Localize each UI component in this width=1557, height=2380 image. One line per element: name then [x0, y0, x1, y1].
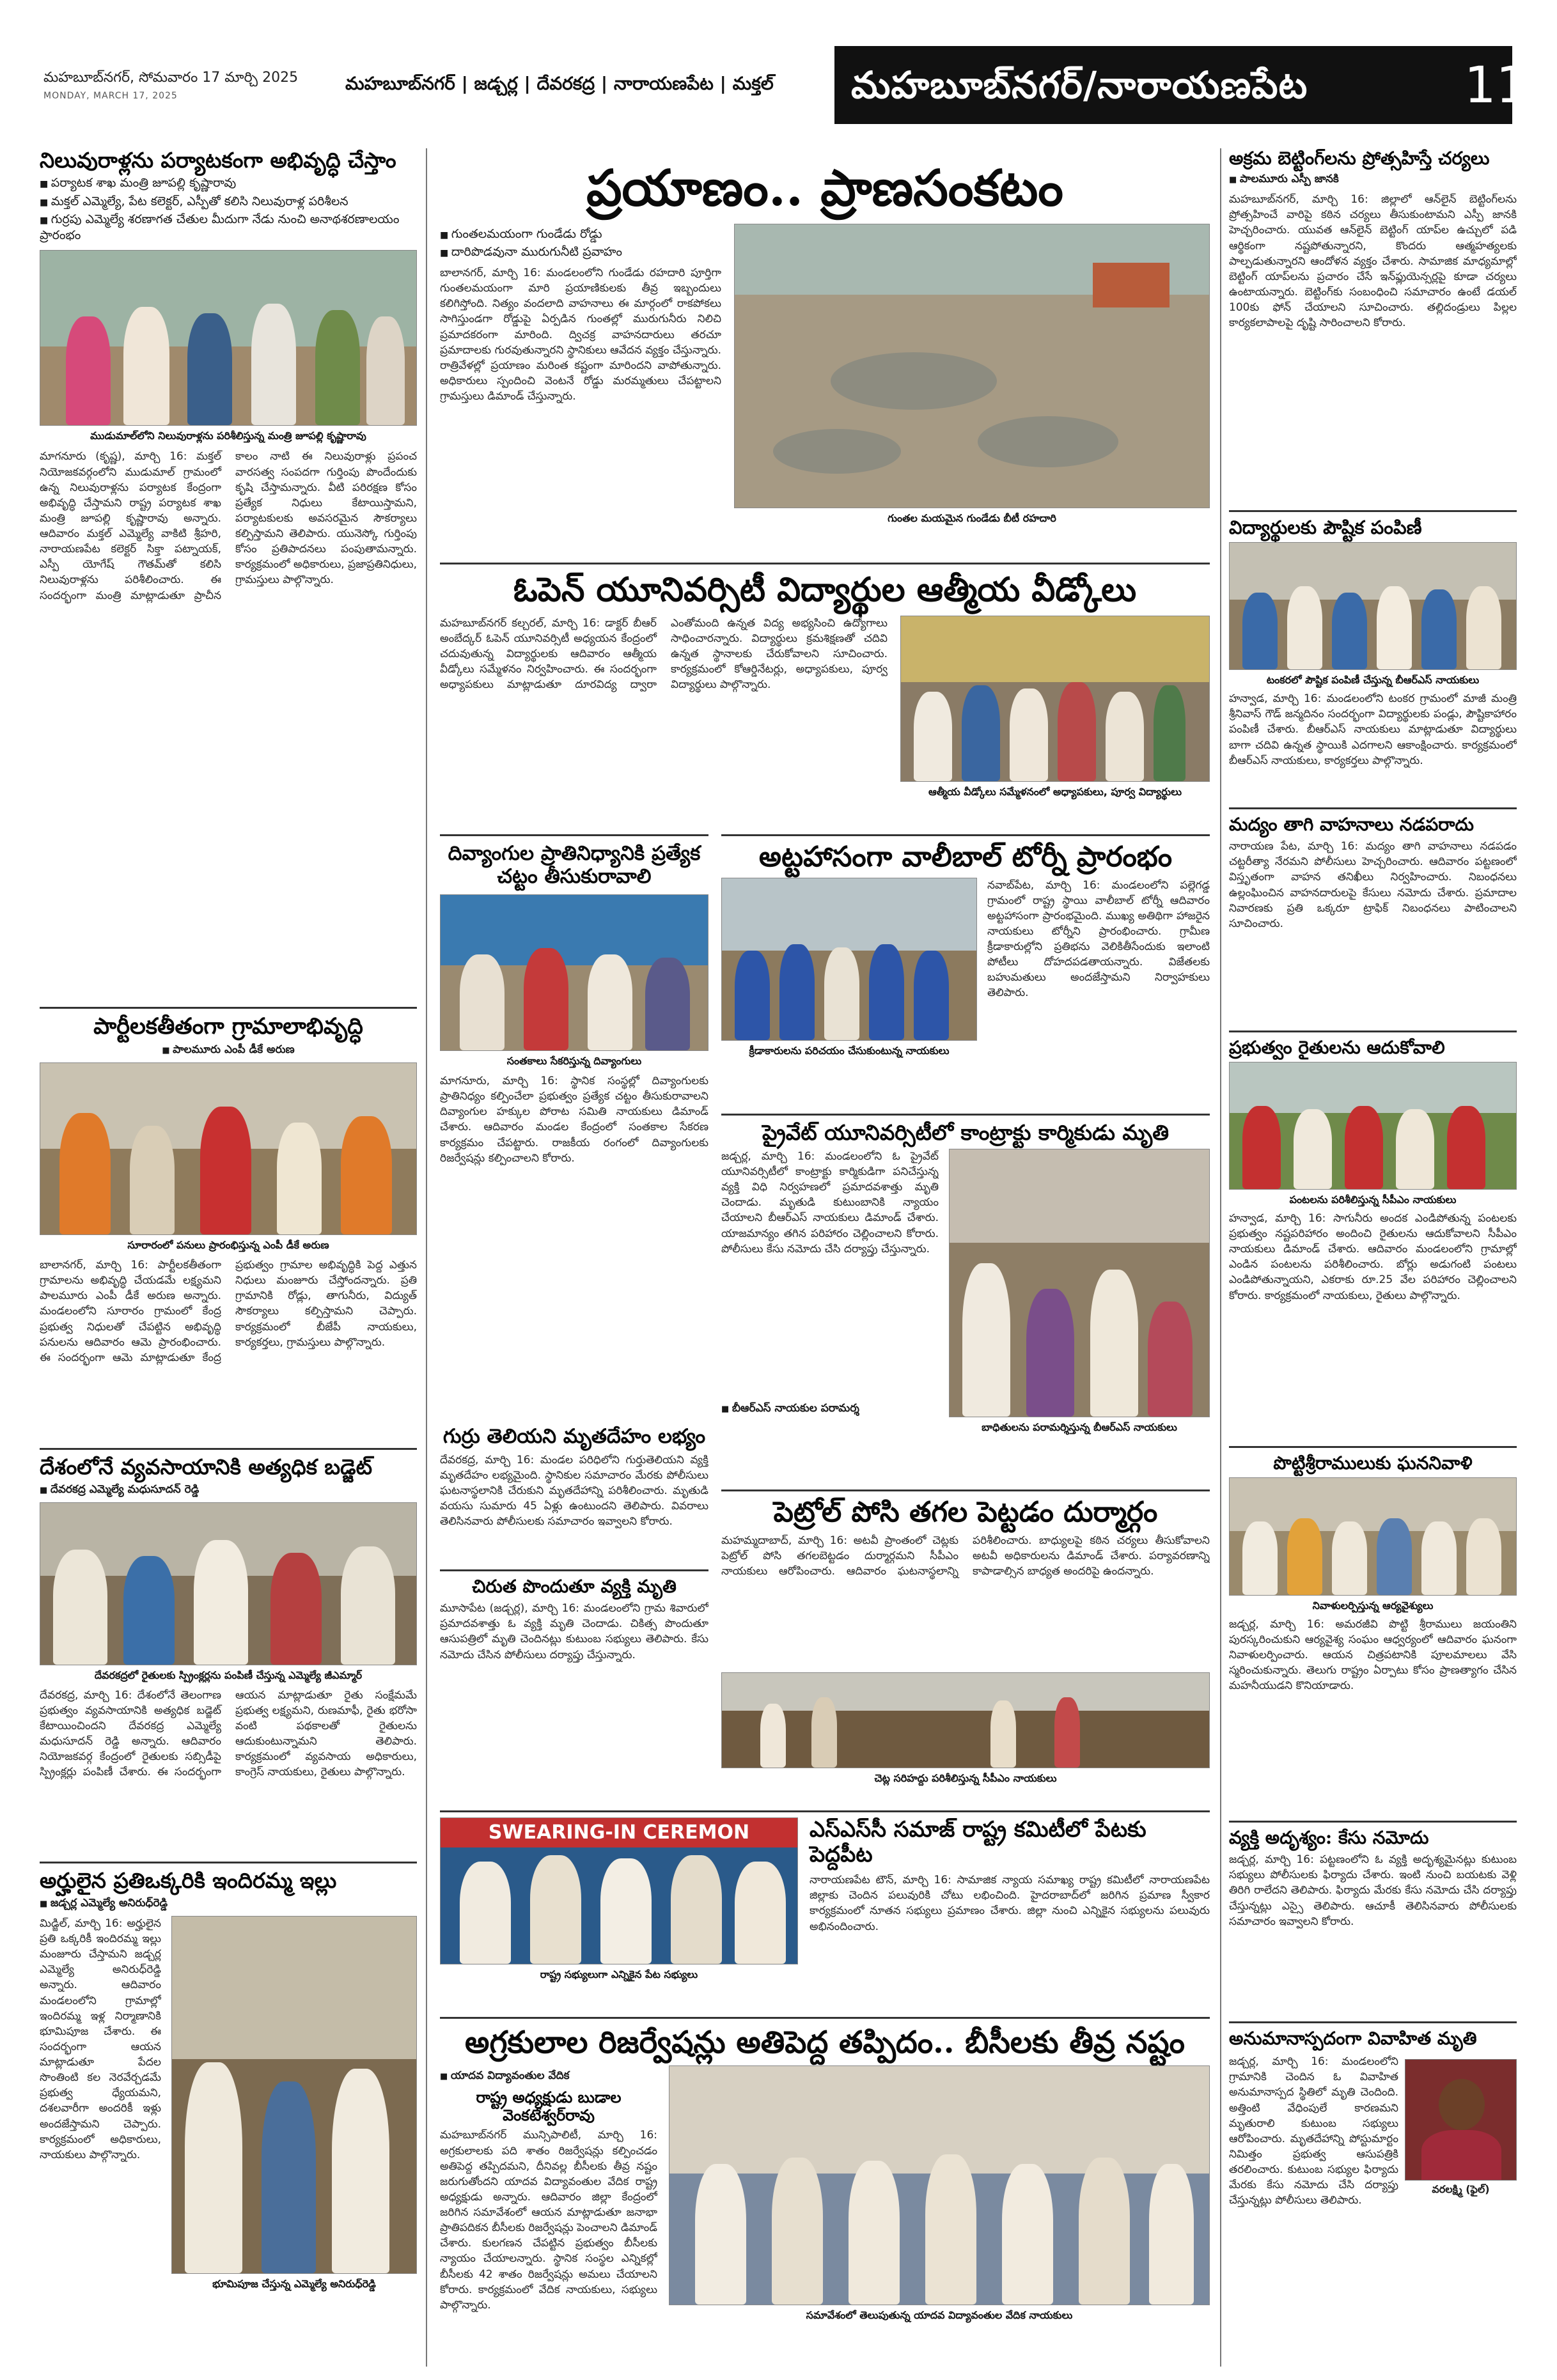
banner-text: SWEARING-IN CEREMON: [441, 1818, 797, 1847]
article-body: నారాయణపేట టౌన్, మార్చి 16: సామాజిక న్యాయ సమాఖ్య రాష్ట్ర కమిటీలో నారాయణపేట జిల్లాకు చెందిన పలువురికి చోటు లభించింది. హైదరాబాద్‌లో జరిగిన ప్రమాణ స్వీకార కార్యక్రమంలో నూతన సభ్యులు ప్రమాణం చేశారు. జిల్లా నుంచి ఎన్నికైన సభ్యులను పలువురు అభినందించారు.: [810, 1874, 1210, 1933]
masthead-date: [43, 69, 325, 102]
byline: ■ యాదవ విద్యావంతుల వేదిక: [440, 2069, 657, 2085]
photo-caption: సంతకాలు సేకరిస్తున్న దివ్యాంగులు: [506, 1055, 642, 1068]
headline: నిలువురాళ్లను పర్యాటకంగా అభివృద్ధి చేస్తాం: [40, 148, 396, 173]
page-number: 11: [1464, 57, 1528, 114]
photo-caption: సమావేశంలో తెలుపుతున్న యాదవ విద్యావంతుల వేదిక నాయకులు: [806, 2309, 1073, 2322]
photo-caption: టంకరలో పౌష్టిక పంపిణీ చేస్తున్న బీఆర్ఎస్ నాయకులు: [1266, 674, 1480, 687]
photo-caption: నివాళులర్పిస్తున్న ఆర్యవైశ్యులు: [1312, 1599, 1434, 1612]
article-body: మహమ్మదాబాద్, మార్చి 16: అటవీ ప్రాంతంలో చెట్లకు పెట్రోల్ పోసి తగలబెట్టడం దుర్మార్గమని సీపీఎం నాయకులు ఆరోపించారు. ఆదివారం ఘటనాస్థలాన్ని పరిశీలించారు. బాధ్యులపై కఠిన చర్యలు తీసుకోవాలని అటవీ అధికారులను డిమాండ్ చేశారు. పర్యావరణాన్ని కాపాడాల్సిన బాధ్యత అందరిపై ఉందన్నారు.: [721, 1534, 1210, 1578]
column-divider: [426, 148, 427, 2367]
photo-students: [1229, 542, 1517, 670]
byline: ■ దేవరకద్ర ఎమ్మెల్యే మధుసూదన్ రెడ్డి: [40, 1483, 417, 1498]
article-students: [1229, 510, 1517, 804]
headline: అట్టహాసంగా వాలీబాల్ టోర్నీ ప్రారంభం: [758, 841, 1173, 873]
headline: పార్టీలకతీతంగా గ్రామాలాభివృద్ధి: [93, 1013, 363, 1039]
photo-caption: క్రీడాకారులను పరిచయం చేసుకుంటున్న నాయకులు: [749, 1044, 950, 1057]
photo-caption: ముడుమాల్‌లోని నిలువురాళ్లను పరిశీలిస్తున్న మంత్రి జూపల్లి కృష్ణారావు: [90, 429, 366, 442]
headline: దేశంలోనే వ్యవసాయానికి అత్యధిక బడ్జెట్: [40, 1454, 373, 1479]
article-tourism: [40, 148, 417, 1002]
photo-bc: [669, 2065, 1210, 2305]
photo-petrol: [721, 1672, 1210, 1768]
bullet: ■ గుంతలమయంగా గుండేడు రోడ్డు: [440, 226, 721, 242]
section-title: మహబూబ్‌నగర్/నారాయణపేట: [834, 46, 1512, 124]
masthead: [0, 0, 1557, 137]
photo-farmers: [1229, 1062, 1517, 1190]
article-farmers: [1229, 1031, 1517, 1443]
photo-caption: భూమిపూజ చేస్తున్న ఎమ్మెల్యే అనిరుధ్‌రెడ్డి: [212, 2277, 376, 2290]
article-woman-death: [1229, 2021, 1517, 2370]
headline: పెట్రోల్ పోసి తగల పెట్టడం దుర్మార్గం: [773, 1496, 1158, 1528]
bullet: ■ మక్తల్ ఎమ్మెల్యే, పేట కలెక్టర్, ఎస్పీతో కలిసి నిలువురాళ్ల పరిశీలన: [40, 194, 417, 210]
bullet: ■ గుర్రపు ఎమ్మెల్యే శరణాగత చేతుల మీదుగా నేడు నుంచి అనాథశరణాలయం ప్రారంభం: [40, 212, 417, 243]
date-telugu: మహబూబ్‌నగర్, సోమవారం 17 మార్చి 2025: [43, 70, 299, 86]
article-villages: [40, 1007, 417, 1445]
byline: ■ పాలమూరు ఎస్పీ జానకి: [1229, 173, 1517, 188]
article-body: నారాయణ పేట, మార్చి 16: మద్యం తాగి వాహనాలు నడపడం చట్టరీత్యా నేరమని పోలీసులు హెచ్చరించారు. ఆదివారం పట్టణంలో విస్తృతంగా వాహన తనిఖీలు నిర్వహించారు. నిబంధనలు ఉల్లంఘించిన వాహనదారులపై కేసులు నమోదు చేశారు. ప్రమాదాల నివారణకు ప్రతి ఒక్కరూ ట్రాఫిక్ నిబంధనలు పాటించాలని సూచించారు.: [1229, 840, 1517, 930]
photo-caption: పంటలను పరిశీలిస్తున్న సీపీఎం నాయకులు: [1289, 1194, 1457, 1206]
headline: పొట్టిశ్రీరాములుకు ఘననివాళి: [1273, 1452, 1473, 1474]
headline: గుర్రు తెలియని మృతదేహం లభ్యం: [442, 1426, 706, 1448]
headline: ఎస్ఎస్‌సీ సమాజ్ రాష్ట్ర కమిటీలో పేటకు పెద్దపీట: [810, 1817, 1146, 1868]
article-open-univ: [440, 563, 1210, 831]
photo-volleyball: [721, 878, 977, 1041]
headline: అనుమానాస్పదంగా వివాహిత మృతి: [1229, 2028, 1477, 2049]
article-volleyball: [721, 834, 1210, 1109]
article-body: మహబూబ్‌నగర్, మార్చి 16: జిల్లాలో ఆన్‌లైన్ బెట్టింగ్‌లను ప్రోత్సహించే వారిపై కఠిన చర్యలు తీసుకుంటామని ఎస్పీ జానకి హెచ్చరించారు. యువత ఆన్‌లైన్ బెట్టింగ్ యాప్‌ల ఉచ్చులో పడి ఆర్థికంగా నష్టపోతున్నారని, కొందరు ఆత్మహత్యలకు పాల్పడుతున్నారని ఆందోళన వ్యక్తం చేశారు. సామాజిక మాధ్యమాల్లో బెట్టింగ్ యాప్‌లను ప్రచారం చేసే ఇన్‌ఫ్లుయెన్సర్లపై కూడా చర్యలు ఉంటాయన్నారు. బెట్టింగ్‌కు సంబంధించి సమాచారం ఉంటే డయల్ 100కు ఫోన్ చేయాలని సూచించారు. తల్లిదండ్రులు పిల్లల కార్యకలాపాలపై దృష్టి సారించాలని కోరారు.: [1229, 193, 1517, 330]
headline: మద్యం తాగి వాహనాలు నడపరాదు: [1229, 814, 1474, 835]
article-body-lead: మిడ్జిల్, మార్చి 16: అర్హులైన ప్రతి ఒక్కరికీ ఇందిరమ్మ ఇల్లు మంజూరు చేస్తామని జడ్చర్ల ఎమ్మెల్యే అనిరుధ్‌రెడ్డి అన్నారు. ఆదివారం మండలంలోని గ్రామాల్లో ఇందిరమ్మ ఇళ్ల నిర్మాణానికి భూమిపూజ చేశారు. ఈ సందర్భంగా ఆయన మాట్లాడుతూ పేదల సొంతింటి కల నెరవేర్చడమే ప్రభుత్వ ధ్యేయమని, దశలవారీగా అందరికీ ఇళ్లు అందజేస్తామని చెప్పారు. కార్యక్రమంలో అధికారులు, నాయకులు పాల్గొన్నారు.: [40, 1917, 161, 2161]
headline: అక్రమ బెట్టింగ్‌లను ప్రోత్సహిస్తే చర్యలు: [1229, 148, 1490, 169]
date-english: MONDAY, MARCH 17, 2025: [43, 90, 178, 101]
article-potti-sriramulu: [1229, 1446, 1517, 1817]
photo-caption: సూరారంలో పనులు ప్రారంభిస్తున్న ఎంపీ డీకే అరుణ: [127, 1239, 329, 1252]
photo-snsc: [440, 1817, 798, 1964]
headline: ప్రయాణం.. ప్రాణసంకటం: [586, 159, 1063, 217]
article-body: దేవరకద్ర, మార్చి 16: దేశంలోనే తెలంగాణ ప్రభుత్వం వ్యవసాయానికి అత్యధిక బడ్జెట్ కేటాయించిందని దేవరకద్ర ఎమ్మెల్యే మధుసూదన్ రెడ్డి అన్నారు. ఆదివారం నియోజకవర్గ కేంద్రంలో రైతులకు సబ్సిడీపై స్ప్రింక్లర్లు పంపిణీ చేశారు. ఈ సందర్భంగా ఆయన మాట్లాడుతూ రైతు సంక్షేమమే ప్రభుత్వ లక్ష్యమని, రుణమాఫీ, రైతు భరోసా వంటి పథకాలతో రైతులను ఆదుకుంటున్నామని తెలిపారు. కార్యక్రమంలో వ్యవసాయ అధికారులు, కాంగ్రెస్ నాయకులు, రైతులు పాల్గొన్నారు.: [40, 1688, 417, 1779]
article-leopard: [440, 1569, 708, 1806]
photo-villages: [40, 1062, 417, 1235]
photo-caption: రాష్ట్ర సభ్యులుగా ఎన్నికైన పేట సభ్యులు: [540, 1968, 698, 1980]
subheadline: రాష్ట్ర అధ్యక్షుడు బుడాల వెంకటేశ్వర్‌రావు: [476, 2088, 622, 2124]
photo-caption: ఆత్మీయ వీడ్కోలు సమ్మేళనంలో అధ్యాపకులు, పూర్వ విద్యార్థులు: [928, 785, 1182, 798]
article-body: జడ్చర్ల, మార్చి 16: మండలంలోని ఓ ప్రైవేట్ యూనివర్సిటీలో కాంట్రాక్టు కార్మికుడిగా పనిచేస్తున్న వ్యక్తి విధి నిర్వహణలో ప్రమాదవశాత్తు మృతి చెందాడు. మృతుడి కుటుంబానికి న్యాయం చేయాలని బీఆర్ఎస్ నాయకులు డిమాండ్ చేశారు. యాజమాన్యం తగిన పరిహారం చెల్లించాలని కోరారు. పోలీసులు కేసు నమోదు చేసి దర్యాప్తు చేస్తున్నారు.: [721, 1149, 939, 1256]
article-body: బాలానగర్, మార్చి 16: పార్టీలకతీతంగా గ్రామాలను అభివృద్ధి చేయడమే లక్ష్యమని పాలమూరు ఎంపీ డీకే అరుణ అన్నారు. మండలంలోని సూరారం గ్రామంలో కేంద్ర ప్రభుత్వ నిధులతో చేపట్టిన అభివృద్ధి పనులను ఆదివారం ఆమె ప్రారంభించారు. ఈ సందర్భంగా ఆమె మాట్లాడుతూ కేంద్ర ప్రభుత్వం గ్రామాల అభివృద్ధికి పెద్ద ఎత్తున నిధులు మంజూరు చేస్తోందన్నారు. ప్రతి గ్రామానికి రోడ్లు, తాగునీరు, విద్యుత్ సౌకర్యాలు కల్పిస్తామని చెప్పారు. కార్యక్రమంలో బీజేపీ నాయకులు, కార్యకర్తలు, గ్రామస్తులు పాల్గొన్నారు.: [40, 1259, 417, 1364]
article-betting: [1229, 148, 1517, 506]
photo-potti: [1229, 1477, 1517, 1596]
headline: వ్యక్తి అదృశ్యం: కేసు నమోదు: [1229, 1827, 1429, 1848]
byline: ■ జడ్చర్ల ఎమ్మెల్యే అనిరుధ్‌రెడ్డి: [40, 1897, 417, 1912]
article-body: జడ్చర్ల, మార్చి 16: పట్టణంలోని ఓ వ్యక్తి అదృశ్యమైనట్లు కుటుంబ సభ్యులు పోలీసులకు ఫిర్యాదు చేశారు. ఇంటి నుంచి బయటకు వెళ్లి తిరిగి రాలేదని తెలిపారు. ఫిర్యాదు మేరకు కేసు నమోదు చేసి దర్యాప్తు చేస్తున్నట్లు ఎస్సై తెలిపారు. ఆచూకీ తెలిసినవారు పోలీసులకు సమాచారం ఇవ్వాలని కోరారు.: [1229, 1853, 1517, 1928]
article-body: జడ్చర్ల, మార్చి 16: అమరజీవి పొట్టి శ్రీరాములు జయంతిని పురస్కరించుకుని ఆర్యవైశ్య సంఘం ఆధ్వర్యంలో ఆదివారం ఘనంగా నివాళులర్పించారు. ఆయన చిత్రపటానికి పూలమాలలు వేసి స్మరించుకున్నారు. తెలుగు రాష్ట్రం ఏర్పాటు కోసం ప్రాణత్యాగం చేసిన మహనీయుడని కొనియాడారు.: [1229, 1617, 1517, 1693]
headline: ప్రైవేట్ యూనివర్సిటీలో కాంట్రాక్టు కార్మికుడు మృతి: [762, 1120, 1170, 1145]
photo-caption: చెట్ల సరిహద్దు పరిశీలిస్తున్న సీపీఎం నాయకులు: [874, 1771, 1057, 1784]
bullet: ■ దారిపొడవునా మురుగునీటి ప్రవాహం: [440, 244, 721, 260]
headline: దివ్యాంగుల ప్రాతినిధ్యానికి ప్రత్యేక చట్టం తీసుకురావాలి: [448, 842, 701, 888]
article-body: మాగనూరు, మార్చి 16: స్థానిక సంస్థల్లో దివ్యాంగులకు ప్రాతినిధ్యం కల్పించేలా ప్రభుత్వం ప్రత్యేక చట్టం తీసుకురావాలని దివ్యాంగుల హక్కుల పోరాట సమితి నాయకులు డిమాండ్ చేశారు. ఆదివారం మండల కేంద్రంలో సంతకాల సేకరణ కార్యక్రమం చేపట్టారు. రాజకీయ రంగంలో దివ్యాంగులకు రిజర్వేషన్లు కల్పించాలని కోరారు.: [440, 1075, 708, 1165]
article-petrol: [721, 1489, 1210, 1806]
photo-caption: దేవరకద్రలో రైతులకు స్ప్రింక్లర్లను పంపిణీ చేస్తున్న ఎమ్మెల్యే జీఎమ్మార్: [94, 1668, 363, 1681]
photo-road: [734, 224, 1210, 508]
article-travel: [440, 148, 1210, 557]
article-disabled: [440, 834, 708, 1422]
byline: ■ పాలమూరు ఎంపీ డీకే అరుణ: [40, 1043, 417, 1059]
article-indiramma: [40, 1862, 417, 2367]
headline: ఓపెన్ యూనివర్సిటీ విద్యార్థుల ఆత్మీయ వీడ్కోలు: [513, 570, 1137, 609]
byline: ■ బీఆర్ఎస్ నాయకుల పరామర్శ: [721, 1402, 939, 1417]
article-drunk-drive: [1229, 807, 1517, 1028]
headline: అగ్రకులాల రిజర్వేషన్లు అతిపెద్ద తప్పిదం.. బీసీలకు తీవ్ర నష్టం: [465, 2025, 1185, 2060]
column-divider: [1220, 148, 1221, 2367]
article-guru-body: [440, 1426, 708, 1566]
article-body: జడ్చర్ల, మార్చి 16: మండలంలోని గ్రామానికి చెందిన ఓ వివాహిత అనుమానాస్పద స్థితిలో మృతి చెందింది. అత్తింటి వేధింపులే కారణమని మృతురాలి కుటుంబ సభ్యులు ఆరోపించారు. మృతదేహాన్ని పోస్టుమార్టం నిమిత్తం ప్రభుత్వ ఆసుపత్రికి తరలించారు. కుటుంబ సభ్యుల ఫిర్యాదు మేరకు కేసు నమోదు చేసి దర్యాప్తు చేస్తున్నట్లు పోలీసులు తెలిపారు.: [1229, 2055, 1398, 2207]
article-missing: [1229, 1821, 1517, 2019]
article-body: హన్వాడ, మార్చి 16: సాగునీరు అందక ఎండిపోతున్న పంటలకు ప్రభుత్వం నష్టపరిహారం అందించి రైతులను ఆదుకోవాలని సీపీఎం నాయకులు డిమాండ్ చేశారు. ఆదివారం మండలంలోని గ్రామాల్లో ఎండిన పంటలను పరిశీలించారు. బోర్లు అడుగంటి పంటలు ఎండిపోతున్నాయని, ఎకరాకు రూ.25 వేల పరిహారం చెల్లించాలని కోరారు. కార్యక్రమంలో నాయకులు, రైతులు పాల్గొన్నారు.: [1229, 1211, 1517, 1302]
headline: చిరుత పొందుతూ వ్యక్తి మృతి: [472, 1576, 677, 1597]
photo-tourism: [40, 250, 417, 426]
bullet: ■ పర్యాటక శాఖ మంత్రి జూపల్లి కృష్ణారావు: [40, 175, 417, 191]
article-body: మాగనూరు (కృష్ణ), మార్చి 16: మక్తల్ నియోజకవర్గంలోని ముడుమాల్ గ్రామంలో ఉన్న నిలువురాళ్లను పర్యాటక కేంద్రంగా అభివృద్ధి చేస్తామని రాష్ట్ర పర్యాటక శాఖ మంత్రి జూపల్లి కృష్ణారావు అన్నారు. ఆదివారం మక్తల్ ఎమ్మెల్యే వాకిటి శ్రీహరి, నారాయణపేట కలెక్టర్ సిక్తా పట్నాయక్, ఎస్పీ యోగేష్ గౌతమ్‌తో కలిసి నిలువురాళ్లను పరిశీలించారు. ఈ సందర్భంగా మంత్రి మాట్లాడుతూ ప్రాచీన కాలం నాటి ఈ నిలువురాళ్లు ప్రపంచ వారసత్వ సంపదగా గుర్తింపు పొందేందుకు కృషి చేస్తామన్నారు. వీటి పరిరక్షణ కోసం ప్రత్యేక నిధులు కేటాయిస్తామని, పర్యాటకులకు అవసరమైన సౌకర్యాలు కల్పిస్తామని తెలిపారు. యునెస్కో గుర్తింపు కోసం ప్రతిపాదనలు పంపుతామన్నారు. కార్యక్రమంలో అధికారులు, ప్రజాప్రతినిధులు, గ్రామస్తులు పాల్గొన్నారు.: [40, 450, 417, 602]
article-body: బాలానగర్, మార్చి 16: మండలంలోని గుండేడు రహదారి పూర్తిగా గుంతలమయంగా మారి ప్రయాణికులకు తీవ్ర ఇబ్బందులు కలిగిస్తోంది. నిత్యం వందలాది వాహనాలు ఈ మార్గంలో రాకపోకలు సాగిస్తుండగా రోడ్డుపై ఏర్పడిన గుంతల్లో మురుగునీరు నిలిచి ప్రమాదకరంగా మారింది. ద్విచక్ర వాహనదారులు తరచూ ప్రమాదాలకు గురవుతున్నారని స్థానికులు ఆవేదన వ్యక్తం చేస్తున్నారు. రాత్రివేళల్లో ప్రయాణం మరింత కష్టంగా మారిందని వాపోతున్నారు. అధికారులు స్పందించి వెంటనే రోడ్డు మరమ్మతులు చేపట్టాలని గ్రామస్తులు డిమాండ్ చేస్తున్నారు.: [440, 267, 721, 403]
headline: అర్హులైన ప్రతిఒక్కరికి ఇందిరమ్మ ఇల్లు: [40, 1868, 337, 1893]
article-agri-budget: [40, 1448, 417, 1857]
article-body: మహబూబ్‌నగర్ మున్సిపాలిటీ, మార్చి 16: అగ్రకులాలకు పది శాతం రిజర్వేషన్లు కల్పించడం అతిపెద్ద తప్పిదమని, దీనివల్ల బీసీలకు తీవ్ర నష్టం జరుగుతోందని యాదవ విద్యావంతుల వేదిక రాష్ట్ర అధ్యక్షుడు అన్నారు. ఆదివారం జిల్లా కేంద్రంలో జరిగిన సమావేశంలో ఆయన మాట్లాడుతూ జనాభా ప్రాతిపదికన బీసీలకు రిజర్వేషన్లు పెంచాలని డిమాండ్ చేశారు. కులగణన చేపట్టిన ప్రభుత్వం బీసీలకు న్యాయం చేయాలన్నారు. స్థానిక సంస్థల ఎన్నికల్లో బీసీలకు 42 శాతం రిజర్వేషన్లు అమలు చేయాలని కోరారు. కార్యక్రమంలో వేదిక నాయకులు, సభ్యులు పాల్గొన్నారు.: [440, 2129, 657, 2312]
article-contract-worker: [721, 1114, 1210, 1484]
headline: ప్రభుత్వం రైతులను ఆదుకోవాలి: [1229, 1037, 1445, 1058]
photo-contract-worker: [949, 1149, 1210, 1417]
photo-agri: [40, 1502, 417, 1665]
headline: విద్యార్థులకు పౌష్టిక పంపిణీ: [1229, 517, 1422, 538]
portrait-caption: వరలక్ష్మి (ఫైల్): [1432, 2183, 1490, 2196]
article-body: దేవరకద్ర, మార్చి 16: మండల పరిధిలోని గుర్తుతెలియని వ్యక్తి మృతదేహం లభ్యమైంది. స్థానికుల సమాచారం మేరకు పోలీసులు ఘటనాస్థలానికి చేరుకుని మృతదేహాన్ని పరిశీలించారు. మృతుడి వయసు సుమారు 45 ఏళ్లు ఉంటుందని తెలిపారు. వివరాలు తెలిసినవారు పోలీసులకు సమాచారం ఇవ్వాలని కోరారు.: [440, 1453, 708, 1528]
masthead-towns: మహబూబ్‌నగర్ | జడ్చర్ల | దేవరకద్ర | నారాయణపేట | మక్తల్: [345, 73, 774, 94]
article-body: మహబూబ్‌నగర్ కల్చరల్, మార్చి 16: డాక్టర్ బీఆర్ అంబేద్కర్ ఓపెన్ యూనివర్సిటీ అధ్యయన కేంద్రంలో చదువుతున్న విద్యార్థులకు ఆదివారం ఆత్మీయ వీడ్కోలు సమ్మేళనం నిర్వహించారు. ఈ సందర్భంగా అధ్యాపకులు మాట్లాడుతూ దూరవిద్య ద్వారా ఎంతోమంది ఉన్నత విద్య అభ్యసించి ఉద్యోగాలు సాధించారన్నారు. విద్యార్థులు క్రమశిక్షణతో చదివి ఉన్నత స్థానాలకు చేరుకోవాలని సూచించారు. కార్యక్రమంలో కోఆర్డినేటర్లు, అధ్యాపకులు, పూర్వ విద్యార్థులు పాల్గొన్నారు.: [440, 616, 888, 692]
photo-caption: బాధితులను పరామర్శిస్తున్న బీఆర్ఎస్ నాయకులు: [982, 1420, 1177, 1433]
photo-open-univ: [900, 616, 1210, 782]
article-bc-reservations: [440, 2017, 1210, 2368]
photo-indiramma: [171, 1916, 417, 2274]
article-snsc: [440, 1810, 1210, 2012]
article-body: హన్వాడ, మార్చి 16: మండలంలోని టంకర గ్రామంలో మాజీ మంత్రి శ్రీనివాస్ గౌడ్ జన్మదినం సందర్భంగా విద్యార్థులకు పండ్లు, పౌష్టికాహారం పంపిణీ చేశారు. బీఆర్ఎస్ నాయకులు మాట్లాడుతూ విద్యార్థులు బాగా చదివి ఉన్నత స్థాయికి ఎదగాలని ఆకాంక్షించారు. కార్యక్రమంలో బీఆర్ఎస్ నాయకులు, కార్యకర్తలు పాల్గొన్నారు.: [1229, 692, 1517, 767]
article-body: మూసాపేట (జడ్చర్ల), మార్చి 16: మండలంలోని గ్రామ శివారులో ప్రమాదవశాత్తు ఓ వ్యక్తి మృతి చెందాడు. చికిత్స పొందుతూ ఆసుపత్రిలో మృతి చెందినట్లు కుటుంబ సభ్యులు తెలిపారు. కేసు నమోదు చేసిన పోలీసులు దర్యాప్తు చేస్తున్నారు.: [440, 1602, 708, 1661]
photo-caption: గుంతల మయమైన గుండేడు బీటీ రహదారి: [888, 511, 1056, 524]
photo-disabled: [440, 894, 708, 1051]
article-body: నవాబ్‌పేట, మార్చి 16: మండలంలోని పల్లెగడ్డ గ్రామంలో రాష్ట్ర స్థాయి వాలీబాల్ టోర్నీ ఆదివారం అట్టహాసంగా ప్రారంభమైంది. ముఖ్య అతిథిగా హాజరైన నాయకులు టోర్నీని ప్రారంభించారు. గ్రామీణ క్రీడాకారుల్లోని ప్రతిభను వెలికితీసేందుకు ఇలాంటి పోటీలు దోహదపడతాయన్నారు. విజేతలకు బహుమతులు అందజేస్తామని నిర్వాహకులు తెలిపారు.: [987, 878, 1210, 1000]
photo-portrait: [1405, 2059, 1517, 2181]
